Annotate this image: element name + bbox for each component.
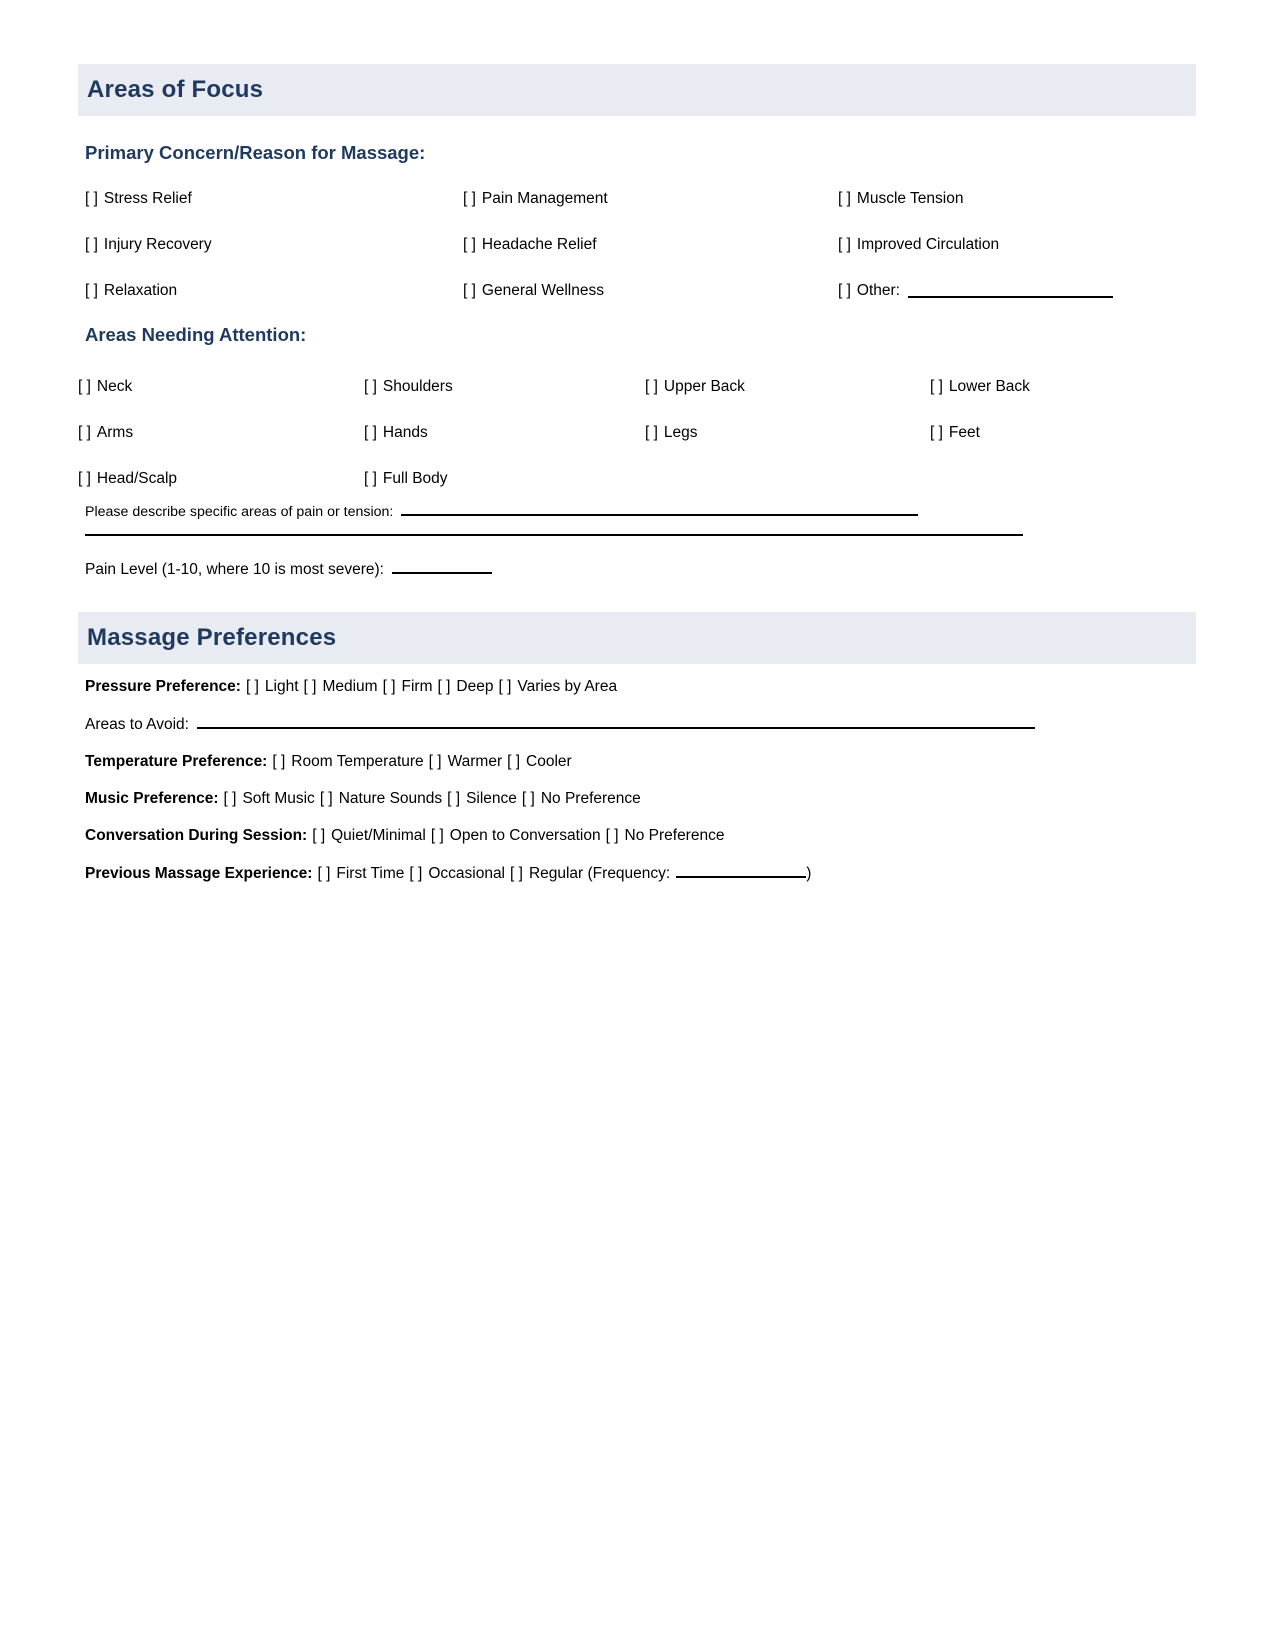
pressure-preference-label: Pressure Preference:	[85, 678, 241, 695]
checkbox-occasional[interactable]	[409, 865, 505, 882]
checkbox-label: Medium	[322, 678, 378, 695]
music-preference-label: Music Preference:	[85, 790, 219, 807]
checkbox-medium[interactable]	[304, 678, 378, 695]
checkbox-headache-relief[interactable]	[463, 222, 838, 268]
checkbox-icon: [ ]	[364, 470, 377, 487]
pressure-preference-row	[85, 678, 1196, 695]
pain-level-blank[interactable]	[392, 560, 492, 574]
checkbox-icon: [ ]	[507, 753, 521, 770]
checkbox-label: Regular (Frequency:	[528, 865, 671, 882]
checkbox-icon: [ ]	[437, 678, 451, 695]
checkbox-icon: [ ]	[838, 282, 851, 299]
empty-cell	[930, 456, 1196, 502]
checkbox-regular[interactable]	[510, 865, 670, 882]
checkbox-pain-management[interactable]	[463, 176, 838, 222]
primary-concern-options	[85, 176, 1196, 314]
checkbox-neck[interactable]	[78, 364, 364, 410]
describe-pain-label: Please describe specific areas of pain or tension:	[85, 504, 394, 520]
checkbox-legs[interactable]	[645, 410, 930, 456]
checkbox-icon: [ ]	[838, 190, 851, 207]
checkbox-icon: [ ]	[364, 378, 377, 395]
conversation-row	[85, 827, 1196, 844]
checkbox-label: Nature Sounds	[338, 790, 443, 807]
checkbox-injury-recovery[interactable]	[85, 222, 463, 268]
checkbox-cooler[interactable]	[507, 753, 572, 770]
checkbox-label: Open to Conversation	[449, 827, 601, 844]
checkbox-icon: [ ]	[428, 753, 442, 770]
checkbox-icon: [ ]	[303, 678, 317, 695]
checkbox-icon: [ ]	[85, 282, 98, 299]
checkbox-label: Full Body	[382, 470, 448, 487]
section-title: Areas of Focus	[87, 76, 264, 103]
checkbox-light[interactable]	[246, 678, 299, 695]
checkbox-icon: [ ]	[409, 865, 423, 882]
checkbox-no-preference-music[interactable]	[522, 790, 641, 807]
checkbox-silence[interactable]	[447, 790, 517, 807]
checkbox-icon: [ ]	[317, 865, 331, 882]
checkbox-label: Room Temperature	[291, 753, 424, 770]
frequency-blank[interactable]	[676, 864, 806, 878]
checkbox-full-body[interactable]	[364, 456, 645, 502]
checkbox-label: Muscle Tension	[856, 190, 964, 207]
checkbox-label: Pain Management	[481, 190, 608, 207]
primary-concern-heading: Primary Concern/Reason for Massage:	[85, 142, 426, 163]
checkbox-hands[interactable]	[364, 410, 645, 456]
areas-attention-options	[78, 364, 1196, 502]
checkbox-label: Hands	[382, 424, 428, 441]
checkbox-quiet-minimal[interactable]	[312, 827, 426, 844]
checkbox-icon: [ ]	[245, 678, 259, 695]
checkbox-label: Relaxation	[103, 282, 178, 299]
areas-attention-heading: Areas Needing Attention:	[85, 324, 307, 345]
checkbox-label: Soft Music	[242, 790, 315, 807]
checkbox-icon: [ ]	[930, 424, 943, 441]
checkbox-label: Head/Scalp	[96, 470, 178, 487]
checkbox-icon: [ ]	[463, 190, 476, 207]
checkbox-icon: [ ]	[645, 378, 658, 395]
checkbox-icon: [ ]	[605, 827, 619, 844]
checkbox-warmer[interactable]	[429, 753, 502, 770]
temperature-preference-label: Temperature Preference:	[85, 753, 268, 770]
checkbox-label: Light	[264, 678, 299, 695]
describe-blank-line-1[interactable]	[401, 502, 918, 516]
checkbox-label: Other:	[856, 282, 900, 299]
temperature-preference-row	[85, 753, 1196, 770]
previous-experience-row	[85, 864, 1196, 882]
checkbox-label: Arms	[96, 424, 134, 441]
checkbox-label: Legs	[663, 424, 698, 441]
checkbox-muscle-tension[interactable]	[838, 176, 1196, 222]
checkbox-head-scalp[interactable]	[78, 456, 364, 502]
checkbox-label: Feet	[948, 424, 980, 441]
checkbox-icon: [ ]	[510, 865, 523, 882]
checkbox-stress-relief[interactable]	[85, 176, 463, 222]
checkbox-no-preference-conversation[interactable]	[606, 827, 725, 844]
checkbox-firm[interactable]	[383, 678, 433, 695]
checkbox-label: Headache Relief	[481, 236, 597, 253]
checkbox-room-temperature[interactable]	[272, 753, 423, 770]
checkbox-other[interactable]	[838, 268, 1196, 314]
checkbox-nature-sounds[interactable]	[320, 790, 442, 807]
checkbox-label: Cooler	[526, 753, 572, 770]
music-preference-row	[85, 790, 1196, 807]
page-content	[78, 0, 1196, 882]
checkbox-icon: [ ]	[463, 236, 476, 253]
pain-level-row	[85, 560, 1196, 579]
checkbox-arms[interactable]	[78, 410, 364, 456]
checkbox-deep[interactable]	[438, 678, 494, 695]
checkbox-label: Varies by Area	[517, 678, 618, 695]
checkbox-label: Deep	[456, 678, 494, 695]
checkbox-open-to-conversation[interactable]	[431, 827, 601, 844]
checkbox-soft-music[interactable]	[224, 790, 315, 807]
checkbox-icon: [ ]	[498, 678, 512, 695]
checkbox-improved-circulation[interactable]	[838, 222, 1196, 268]
checkbox-label: Improved Circulation	[856, 236, 1000, 253]
checkbox-icon: [ ]	[382, 678, 396, 695]
checkbox-icon: [ ]	[930, 378, 943, 395]
describe-pain-row	[85, 502, 918, 520]
checkbox-label: Warmer	[447, 753, 503, 770]
checkbox-icon: [ ]	[78, 470, 91, 487]
checkbox-icon: [ ]	[78, 424, 91, 441]
checkbox-label: Shoulders	[382, 378, 453, 395]
checkbox-label: Firm	[401, 678, 433, 695]
areas-to-avoid-blank[interactable]	[197, 715, 1035, 729]
checkbox-label: Upper Back	[663, 378, 745, 395]
checkbox-varies-by-area[interactable]	[498, 678, 617, 695]
checkbox-icon: [ ]	[312, 827, 326, 844]
checkbox-icon: [ ]	[319, 790, 333, 807]
checkbox-icon: [ ]	[78, 378, 91, 395]
section-title: Massage Preferences	[87, 624, 337, 651]
checkbox-icon: [ ]	[85, 190, 98, 207]
previous-experience-label: Previous Massage Experience:	[85, 865, 313, 882]
checkbox-label: Silence	[466, 790, 517, 807]
checkbox-label: Quiet/Minimal	[331, 827, 426, 844]
checkbox-label: Occasional	[428, 865, 506, 882]
checkbox-lower-back[interactable]	[930, 364, 1196, 410]
section-header-massage-preferences	[78, 612, 1196, 664]
checkbox-label: Injury Recovery	[103, 236, 212, 253]
checkbox-label: Lower Back	[948, 378, 1030, 395]
conversation-label: Conversation During Session:	[85, 827, 308, 844]
checkbox-relaxation[interactable]	[85, 268, 463, 314]
checkbox-icon: [ ]	[521, 790, 535, 807]
checkbox-icon: [ ]	[85, 236, 98, 253]
frequency-suffix: )	[806, 865, 812, 882]
empty-cell	[645, 456, 930, 502]
checkbox-general-wellness[interactable]	[463, 268, 838, 314]
other-blank[interactable]	[908, 284, 1113, 298]
pain-level-label: Pain Level (1-10, where 10 is most severe):	[85, 561, 384, 578]
checkbox-icon: [ ]	[272, 753, 286, 770]
checkbox-label: Neck	[96, 378, 133, 395]
checkbox-label: General Wellness	[481, 282, 604, 299]
checkbox-label: Stress Relief	[103, 190, 192, 207]
checkbox-icon: [ ]	[447, 790, 461, 807]
checkbox-label: No Preference	[540, 790, 641, 807]
checkbox-feet[interactable]	[930, 410, 1196, 456]
checkbox-icon: [ ]	[838, 236, 851, 253]
checkbox-icon: [ ]	[364, 424, 377, 441]
checkbox-label: First Time	[336, 865, 405, 882]
section-header-areas-of-focus	[78, 64, 1196, 116]
describe-blank-line-2[interactable]	[85, 520, 1023, 536]
checkbox-label: No Preference	[624, 827, 725, 844]
checkbox-icon: [ ]	[223, 790, 237, 807]
checkbox-icon: [ ]	[645, 424, 658, 441]
checkbox-upper-back[interactable]	[645, 364, 930, 410]
checkbox-icon: [ ]	[430, 827, 444, 844]
checkbox-first-time[interactable]	[317, 865, 404, 882]
areas-to-avoid-label: Areas to Avoid:	[85, 716, 189, 733]
checkbox-shoulders[interactable]	[364, 364, 645, 410]
areas-to-avoid-row	[85, 715, 1035, 733]
checkbox-icon: [ ]	[463, 282, 476, 299]
